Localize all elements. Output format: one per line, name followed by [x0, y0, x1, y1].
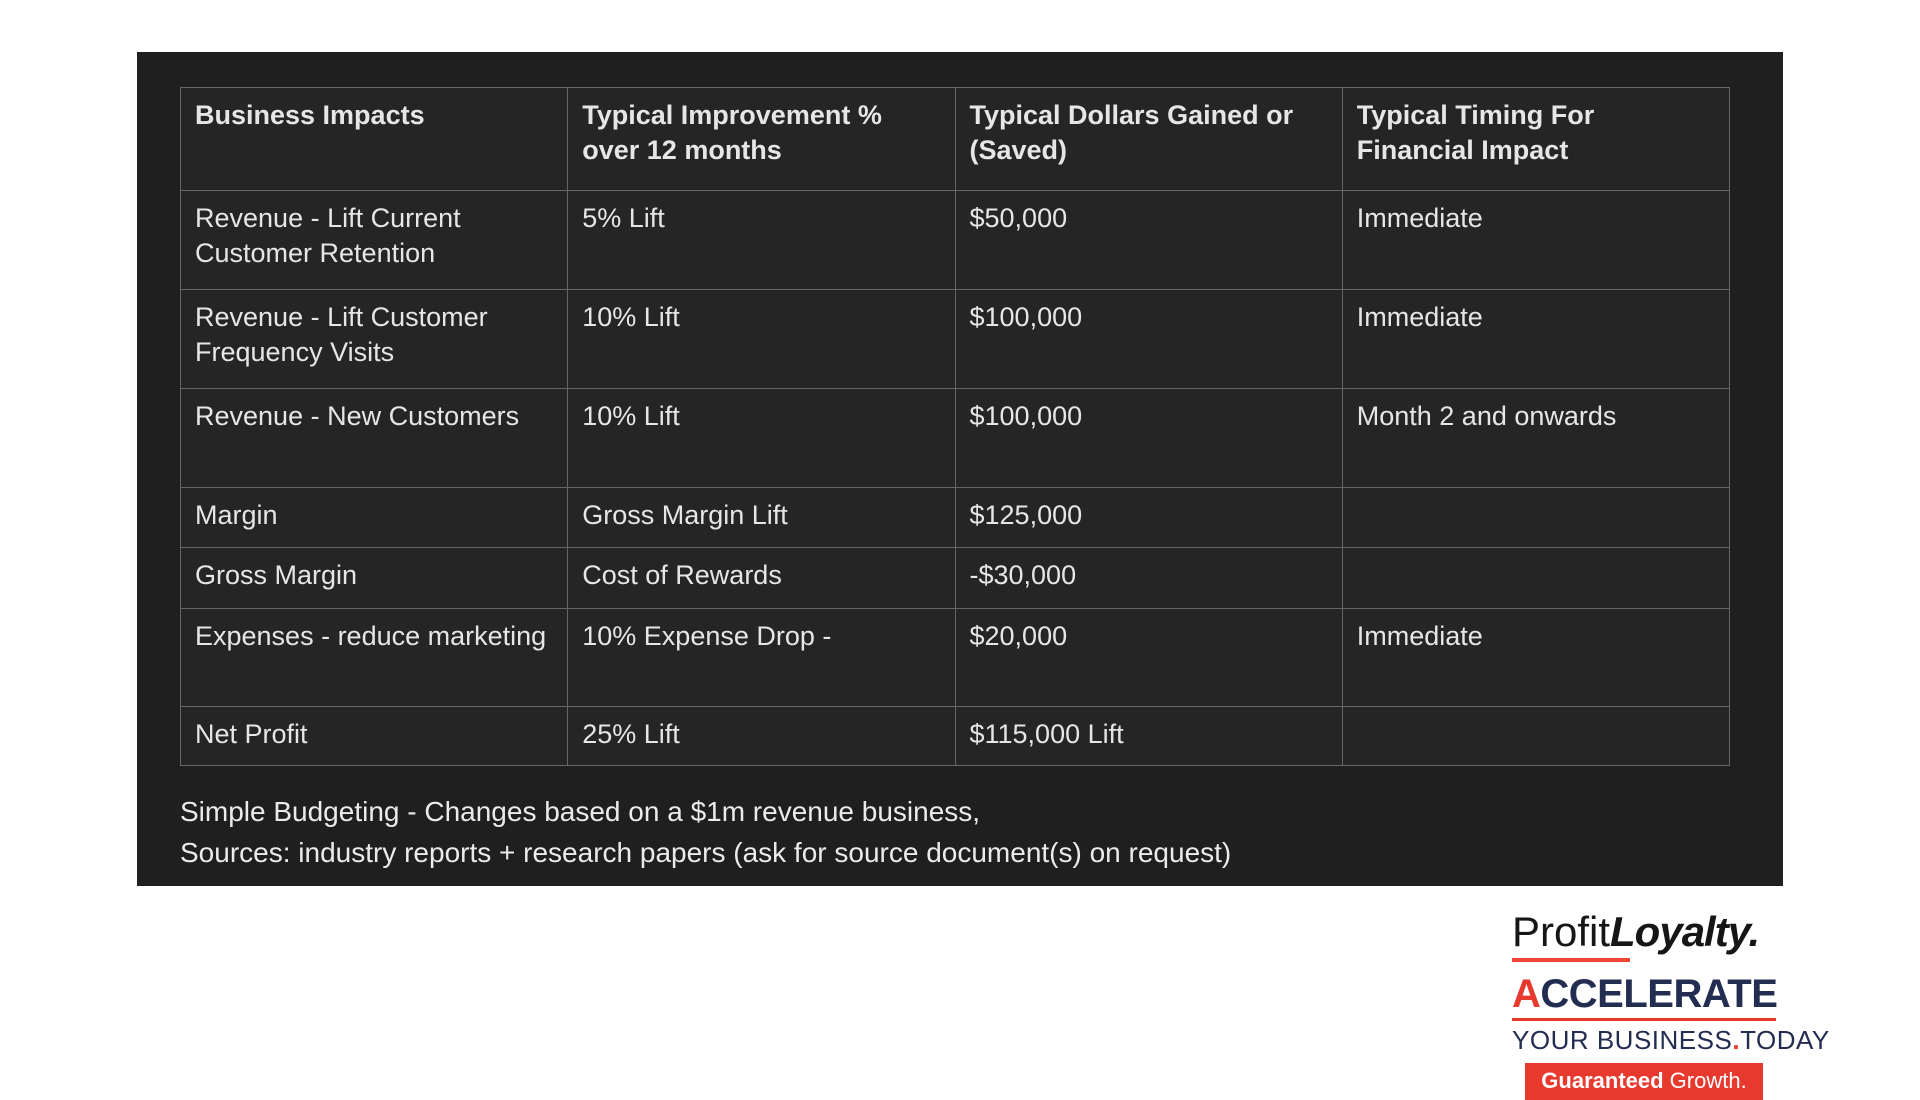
table-row	[181, 389, 1730, 488]
logo-profit-text: Profit	[1512, 908, 1611, 955]
cell-improvement: 25% Lift	[568, 707, 955, 766]
cell-timing: Immediate	[1342, 609, 1729, 707]
table-header-row	[181, 88, 1730, 191]
cell-impact: Revenue - New Customers	[181, 389, 568, 488]
cell-timing: Immediate	[1342, 191, 1729, 290]
badge-guaranteed-text: Guaranteed	[1541, 1068, 1664, 1093]
logo-today-text: TODAY	[1740, 1025, 1830, 1055]
cell-improvement: 10% Expense Drop -	[568, 609, 955, 707]
footnote-sources: Sources: industry reports + research papers (ask for source document(s) on request)	[180, 837, 1232, 868]
cell-impact: Net Profit	[181, 707, 568, 766]
logo-loyalty-text: Loyalty.	[1610, 908, 1760, 955]
table-row	[181, 609, 1730, 707]
cell-timing: Month 2 and onwards	[1342, 389, 1729, 488]
cell-impact: Gross Margin	[181, 548, 568, 609]
footnotes	[180, 791, 1231, 873]
table-row	[181, 548, 1730, 609]
cell-dollars: $100,000	[955, 290, 1342, 389]
cell-timing	[1342, 707, 1729, 766]
cell-impact: Revenue - Lift Current Customer Retention	[181, 191, 568, 290]
logo-red-rule	[1512, 1018, 1776, 1021]
logo-red-underline	[1512, 958, 1630, 962]
cell-impact: Expenses - reduce marketing	[181, 609, 568, 707]
slide-dark-panel	[137, 52, 1783, 886]
table-row	[181, 707, 1730, 766]
cell-impact: Revenue - Lift Customer Frequency Visits	[181, 290, 568, 389]
footnote-budgeting: Simple Budgeting - Changes based on a $1m revenue business,	[180, 796, 981, 827]
cell-improvement: 10% Lift	[568, 389, 955, 488]
table-row	[181, 191, 1730, 290]
table-row	[181, 488, 1730, 548]
header-business-impacts: Business Impacts	[181, 88, 568, 191]
cell-timing	[1342, 488, 1729, 548]
cell-impact: Margin	[181, 488, 568, 548]
business-impacts-table	[180, 87, 1730, 766]
cell-improvement: 10% Lift	[568, 290, 955, 389]
logo-red-dot: .	[1732, 1025, 1741, 1055]
guaranteed-growth-badge	[1525, 1063, 1762, 1100]
profit-loyalty-logo	[1512, 908, 1830, 1100]
logo-your-business-text: YOUR BUSINESS	[1512, 1025, 1733, 1055]
cell-dollars: $50,000	[955, 191, 1342, 290]
logo-your-business-today	[1512, 1025, 1830, 1056]
cell-timing: Immediate	[1342, 290, 1729, 389]
cell-dollars: $125,000	[955, 488, 1342, 548]
logo-accelerate-rest: CCELERATE	[1540, 972, 1778, 1016]
badge-growth-text: Growth.	[1663, 1068, 1747, 1093]
header-dollars-gained: Typical Dollars Gained or (Saved)	[955, 88, 1342, 191]
logo-accelerate-text	[1512, 972, 1776, 1017]
cell-dollars: $20,000	[955, 609, 1342, 707]
cell-dollars: $100,000	[955, 389, 1342, 488]
header-timing: Typical Timing For Financial Impact	[1342, 88, 1729, 191]
cell-dollars: -$30,000	[955, 548, 1342, 609]
header-typical-improvement: Typical Improvement % over 12 months	[568, 88, 955, 191]
cell-improvement: 5% Lift	[568, 191, 955, 290]
logo-accelerate-a: A	[1512, 972, 1541, 1016]
logo-wordmark	[1512, 908, 1776, 956]
cell-timing	[1342, 548, 1729, 609]
cell-improvement: Gross Margin Lift	[568, 488, 955, 548]
cell-improvement: Cost of Rewards	[568, 548, 955, 609]
cell-dollars: $115,000 Lift	[955, 707, 1342, 766]
table-row	[181, 290, 1730, 389]
